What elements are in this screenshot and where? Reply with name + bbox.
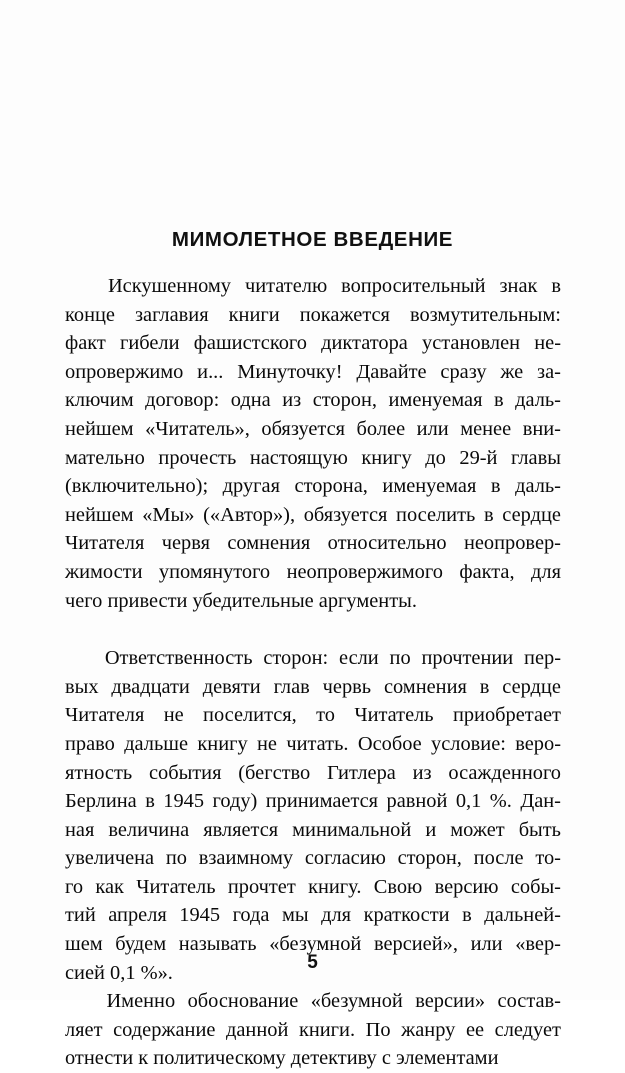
word: фашистского <box>193 332 307 355</box>
word: ная <box>65 818 95 841</box>
word: обоснование <box>187 990 299 1013</box>
word: Читателя <box>65 704 145 727</box>
word: ляет <box>65 1018 103 1041</box>
word: факта, <box>459 560 515 583</box>
word: апреля <box>108 904 167 927</box>
text-line <box>65 558 561 587</box>
word: осажденного <box>448 761 561 784</box>
word: червь <box>322 675 372 698</box>
word: условие: <box>431 732 506 755</box>
word: то- <box>535 847 561 870</box>
word: из <box>282 389 302 412</box>
text-line: чего привести убедительные аргументы. <box>65 589 417 612</box>
word: главы <box>511 446 561 469</box>
word: мательно <box>65 446 145 469</box>
word: именуемая <box>382 475 477 498</box>
chapter-title: МИМОЛЕТНОЕ ВВЕДЕНИЕ <box>171 228 454 251</box>
paragraph-indent <box>65 644 94 673</box>
word: и <box>425 818 437 841</box>
text-line <box>65 472 561 501</box>
text-line <box>65 301 561 330</box>
word: не- <box>534 332 561 355</box>
word: или <box>416 417 449 440</box>
word: прочесть <box>158 446 237 469</box>
word: («Автор»), <box>203 503 296 526</box>
word: жимости <box>65 560 143 583</box>
word: книгу <box>361 446 412 469</box>
text-line <box>65 644 561 673</box>
word: до <box>425 446 446 469</box>
word: для <box>531 560 561 583</box>
word: веро- <box>515 732 561 755</box>
word: равной <box>386 790 448 813</box>
word: же <box>500 360 524 383</box>
word: в <box>483 503 494 526</box>
word: одна <box>230 389 271 412</box>
word: %. <box>489 790 512 813</box>
text-line <box>65 444 561 473</box>
word: дальше <box>124 732 189 755</box>
word: факт <box>65 332 106 355</box>
word: прочтет <box>227 875 296 898</box>
word: сторон, <box>312 389 377 412</box>
word: конце <box>65 303 115 326</box>
word: содержание <box>113 1018 216 1041</box>
word: обязуется <box>303 503 388 526</box>
word: версии» <box>415 990 486 1013</box>
word: сторон, <box>397 847 462 870</box>
word: увеличена <box>65 847 155 870</box>
word: поселить <box>396 503 476 526</box>
paragraph <box>65 272 561 615</box>
text-line <box>65 987 561 1016</box>
word: события <box>148 761 222 784</box>
word: версией», <box>373 933 458 956</box>
word: году) <box>212 790 258 813</box>
text-line: сией 0,1 %». <box>65 961 173 984</box>
word: «Читатель», <box>145 417 250 440</box>
word: поселится, <box>203 704 297 727</box>
word: сердце <box>502 675 561 698</box>
word: называть <box>178 933 257 956</box>
word: по <box>389 647 411 670</box>
word: мы <box>281 904 309 927</box>
word: «вер- <box>515 933 561 956</box>
text-line <box>65 701 561 730</box>
word: го <box>65 875 84 898</box>
word: 1945 <box>179 904 221 927</box>
word: сомнения <box>227 532 311 555</box>
word: величина <box>108 818 190 841</box>
text-line <box>65 1016 561 1045</box>
text-line <box>65 415 561 444</box>
word: договор: <box>145 389 220 412</box>
word: после <box>473 847 524 870</box>
word: то <box>316 704 335 727</box>
word: будем <box>115 933 167 956</box>
word: сторон: <box>263 647 329 670</box>
word: другая <box>222 475 280 498</box>
word: сердце <box>502 503 561 526</box>
word: в <box>479 675 490 698</box>
word: шем <box>65 933 103 956</box>
word: принимается <box>265 790 379 813</box>
word: даль- <box>515 389 561 412</box>
word: является <box>203 818 279 841</box>
text-line <box>65 759 561 788</box>
page-number: 5 <box>307 952 318 973</box>
word: «безумной <box>269 933 362 956</box>
word: (бегство <box>238 761 311 784</box>
word: настоящую <box>249 446 348 469</box>
text-line <box>65 816 561 845</box>
text-line <box>65 501 561 530</box>
word: данной <box>226 1018 289 1041</box>
text-line <box>65 901 561 930</box>
word: по <box>165 847 187 870</box>
word: заглавия <box>135 303 209 326</box>
word: По <box>365 1018 391 1041</box>
word: покажется <box>299 303 390 326</box>
word: (включительно); <box>65 475 209 498</box>
word: читать. <box>286 732 349 755</box>
word: читателю <box>244 275 328 297</box>
word: 0,1 <box>455 790 482 813</box>
paragraph-indent <box>65 987 94 1016</box>
word: быть <box>518 818 561 841</box>
word: приобретает <box>452 704 561 727</box>
paragraph <box>65 987 561 1073</box>
word: Гитлера <box>327 761 396 784</box>
word: из <box>412 761 432 784</box>
word: версию <box>434 875 499 898</box>
word: Минуточку! <box>237 360 343 383</box>
word: в <box>145 790 155 813</box>
word: Берлина <box>65 790 137 813</box>
word: пер- <box>524 647 561 670</box>
word: краткости <box>363 904 450 927</box>
word: состав- <box>497 990 561 1013</box>
word: дальней- <box>484 904 561 927</box>
word: даль- <box>515 475 561 498</box>
text-line <box>65 358 561 387</box>
paragraph-indent <box>65 272 94 301</box>
word: сомнения <box>383 675 467 698</box>
word: в <box>493 389 504 412</box>
word: книги. <box>298 1018 356 1041</box>
word: Искушенному <box>107 275 232 297</box>
word: менее <box>460 417 512 440</box>
word: прочтении <box>421 647 514 670</box>
word: Именно <box>106 990 176 1013</box>
word: знак <box>499 275 538 297</box>
word: книги <box>228 303 280 326</box>
word: следует <box>494 1018 561 1041</box>
word: как <box>95 875 124 898</box>
word: «безумной <box>310 990 403 1013</box>
text-line <box>65 272 561 301</box>
word: вых <box>65 675 99 698</box>
word: сразу <box>440 360 487 383</box>
word: диктатора <box>321 332 408 355</box>
word: Свою <box>373 875 423 898</box>
word: Читатель <box>136 875 216 898</box>
paragraph <box>65 644 561 987</box>
word: право <box>65 732 115 755</box>
word: книгу <box>197 732 248 755</box>
word: более <box>356 417 406 440</box>
word: глав <box>273 675 310 698</box>
word: согласию <box>304 847 386 870</box>
word: Читателя <box>65 532 145 555</box>
word: взаимному <box>198 847 294 870</box>
text-line <box>65 529 561 558</box>
word: Дан- <box>520 790 561 813</box>
word: года <box>232 904 270 927</box>
word: или <box>470 933 503 956</box>
word: Особое <box>357 732 422 755</box>
word: девяти <box>202 675 261 698</box>
word: ее <box>465 1018 485 1041</box>
word: Ответственность <box>104 647 253 670</box>
text-line <box>65 873 561 902</box>
text-line <box>65 787 561 816</box>
word: 1945 <box>163 790 205 813</box>
word: установлен <box>422 332 521 355</box>
word: в <box>490 475 501 498</box>
word: неопровер- <box>463 532 561 555</box>
word: книгу. <box>308 875 362 898</box>
word: собы- <box>510 875 561 898</box>
word: относительно <box>327 532 447 555</box>
word: ятность <box>65 761 133 784</box>
word: опровержимо <box>65 360 184 383</box>
word: обязуется <box>261 417 346 440</box>
word: тий <box>65 904 96 927</box>
word: возмутительным: <box>409 303 561 326</box>
word: 29-й <box>459 446 498 469</box>
word: ключим <box>65 389 134 412</box>
word: и... <box>197 360 224 383</box>
word: червя <box>161 532 210 555</box>
text-line <box>65 844 561 873</box>
word: не <box>163 704 184 727</box>
text-line: отнести к политическому детективу с элементами <box>65 1047 499 1070</box>
word: гибели <box>119 332 180 355</box>
word: сторона, <box>294 475 368 498</box>
text-line <box>65 730 561 759</box>
word: нейшем <box>65 417 134 440</box>
word: в <box>551 275 561 297</box>
word: не <box>257 732 277 755</box>
word: для <box>321 904 352 927</box>
text-line <box>65 386 561 415</box>
word: «Мы» <box>142 503 195 526</box>
word: может <box>450 818 505 841</box>
word: минимальной <box>292 818 412 841</box>
text-line <box>65 329 561 358</box>
word: в <box>462 904 472 927</box>
word: неопровержимого <box>286 560 443 583</box>
word: Давайте <box>356 360 427 383</box>
word: нейшем <box>65 503 134 526</box>
word: именуемая <box>388 389 483 412</box>
text-line <box>65 673 561 702</box>
word: двадцати <box>111 675 190 698</box>
word: вопросительный <box>341 275 486 297</box>
word: вни- <box>522 417 561 440</box>
word: жанру <box>401 1018 456 1041</box>
word: за- <box>537 360 561 383</box>
word: Читатель <box>354 704 434 727</box>
word: упомянутого <box>158 560 271 583</box>
word: если <box>339 647 379 670</box>
